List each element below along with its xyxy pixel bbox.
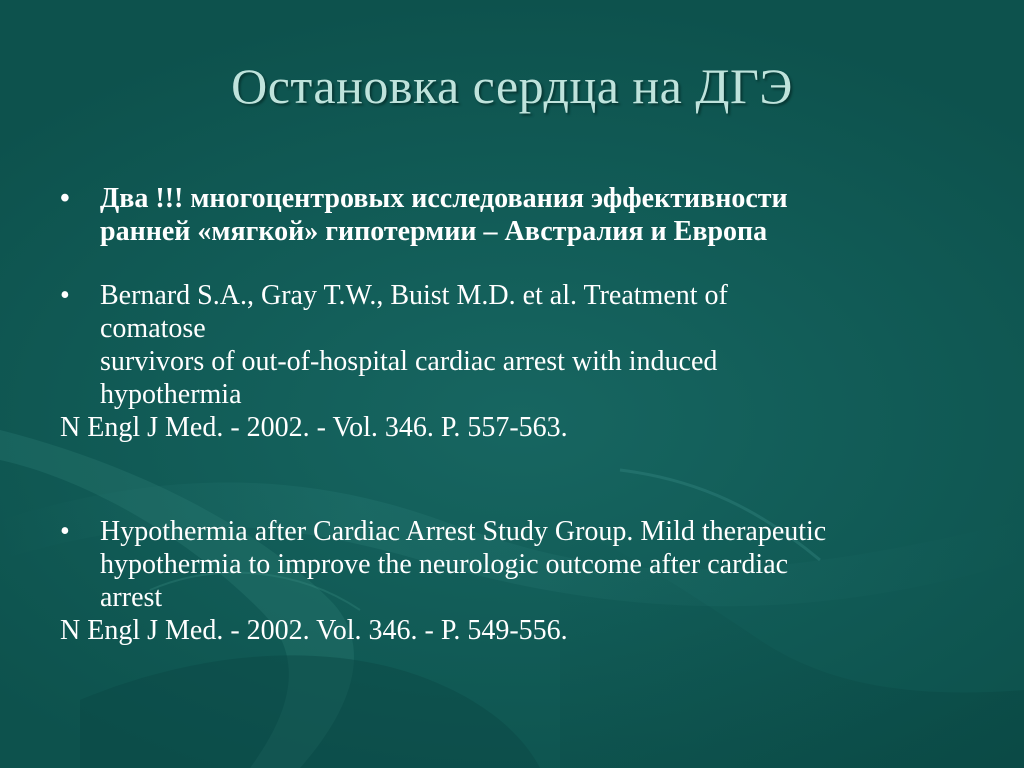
reference-1: N Engl J Med. - 2002. - Vol. 346. P. 557-563. bbox=[60, 412, 568, 443]
bullet-icon: • bbox=[60, 183, 70, 214]
bullet-2-line-4: hypothermia bbox=[100, 379, 242, 410]
bullet-icon: • bbox=[60, 280, 70, 311]
bullet-1-line-2: ранней «мягкой» гипотермии – Австралия и Европа bbox=[100, 216, 768, 247]
bullet-item-3 bbox=[60, 515, 980, 614]
bullet-1-line-1: Два !!! многоцентровых исследования эффективности bbox=[100, 183, 788, 214]
bullet-item-1 bbox=[60, 182, 980, 248]
bullet-3-line-3: arrest bbox=[100, 582, 163, 613]
spacer bbox=[60, 444, 980, 515]
spacer bbox=[60, 248, 980, 279]
bullet-3-line-1: Hypothermia after Cardiac Arrest Study Group. Mild therapeutic bbox=[100, 516, 827, 547]
slide-title: Остановка сердца на ДГЭ bbox=[231, 58, 793, 114]
bullet-3-line-2: hypothermia to improve the neurologic outcome after cardiac bbox=[100, 549, 789, 580]
slide-content bbox=[60, 182, 980, 647]
bullet-2-line-1: Bernard S.A., Gray T.W., Buist M.D. et al. Treatment of bbox=[100, 280, 728, 311]
bullet-item-2 bbox=[60, 279, 980, 411]
bullet-icon: • bbox=[60, 516, 70, 547]
reference-2: N Engl J Med. - 2002. Vol. 346. - P. 549-556. bbox=[60, 615, 568, 646]
bullet-2-line-2: comatose bbox=[100, 313, 206, 344]
bullet-2-line-3: survivors of out-of-hospital cardiac arrest with induced bbox=[100, 346, 718, 377]
